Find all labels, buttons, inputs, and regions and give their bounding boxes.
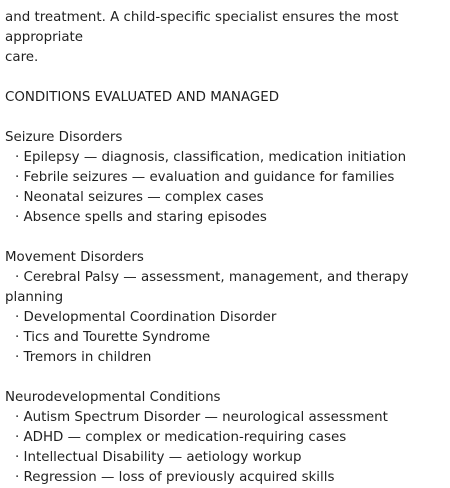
spacer <box>5 228 450 248</box>
list-item-wrap: planning <box>5 290 64 305</box>
list-item: · Absence spells and staring episodes <box>5 208 450 228</box>
list-item: · Febrile seizures — evaluation and guidance for families <box>5 168 450 188</box>
group-title-seizure-disorders: Seizure Disorders <box>5 130 123 145</box>
intro-line-2: appropriate <box>5 30 84 45</box>
group-title-movement-disorders: Movement Disorders <box>5 250 144 265</box>
list-item: · Tics and Tourette Syndrome <box>5 328 450 348</box>
list-item: · Tremors in children <box>5 348 450 368</box>
spacer <box>5 68 450 88</box>
section-heading: CONDITIONS EVALUATED AND MANAGED <box>5 90 280 105</box>
list-item: · Epilepsy — diagnosis, classification, medication initiation <box>5 148 450 168</box>
list-item: · Regression — loss of previously acquired skills <box>5 468 450 488</box>
list-item: · Cerebral Palsy — assessment, management, and therapy <box>5 268 450 288</box>
spacer <box>5 108 450 128</box>
document-body <box>5 8 450 488</box>
list-item: · Autism Spectrum Disorder — neurological assessment <box>5 408 450 428</box>
list-item: · Neonatal seizures — complex cases <box>5 188 450 208</box>
list-item: · Intellectual Disability — aetiology workup <box>5 448 450 468</box>
intro-line-1: and treatment. A child-specific specialist ensures the most <box>5 10 399 25</box>
intro-line-3: care. <box>5 50 39 65</box>
group-title-neurodevelopmental: Neurodevelopmental Conditions <box>5 390 221 405</box>
list-item: · Developmental Coordination Disorder <box>5 308 450 328</box>
spacer <box>5 368 450 388</box>
list-item: · ADHD — complex or medication-requiring cases <box>5 428 450 448</box>
